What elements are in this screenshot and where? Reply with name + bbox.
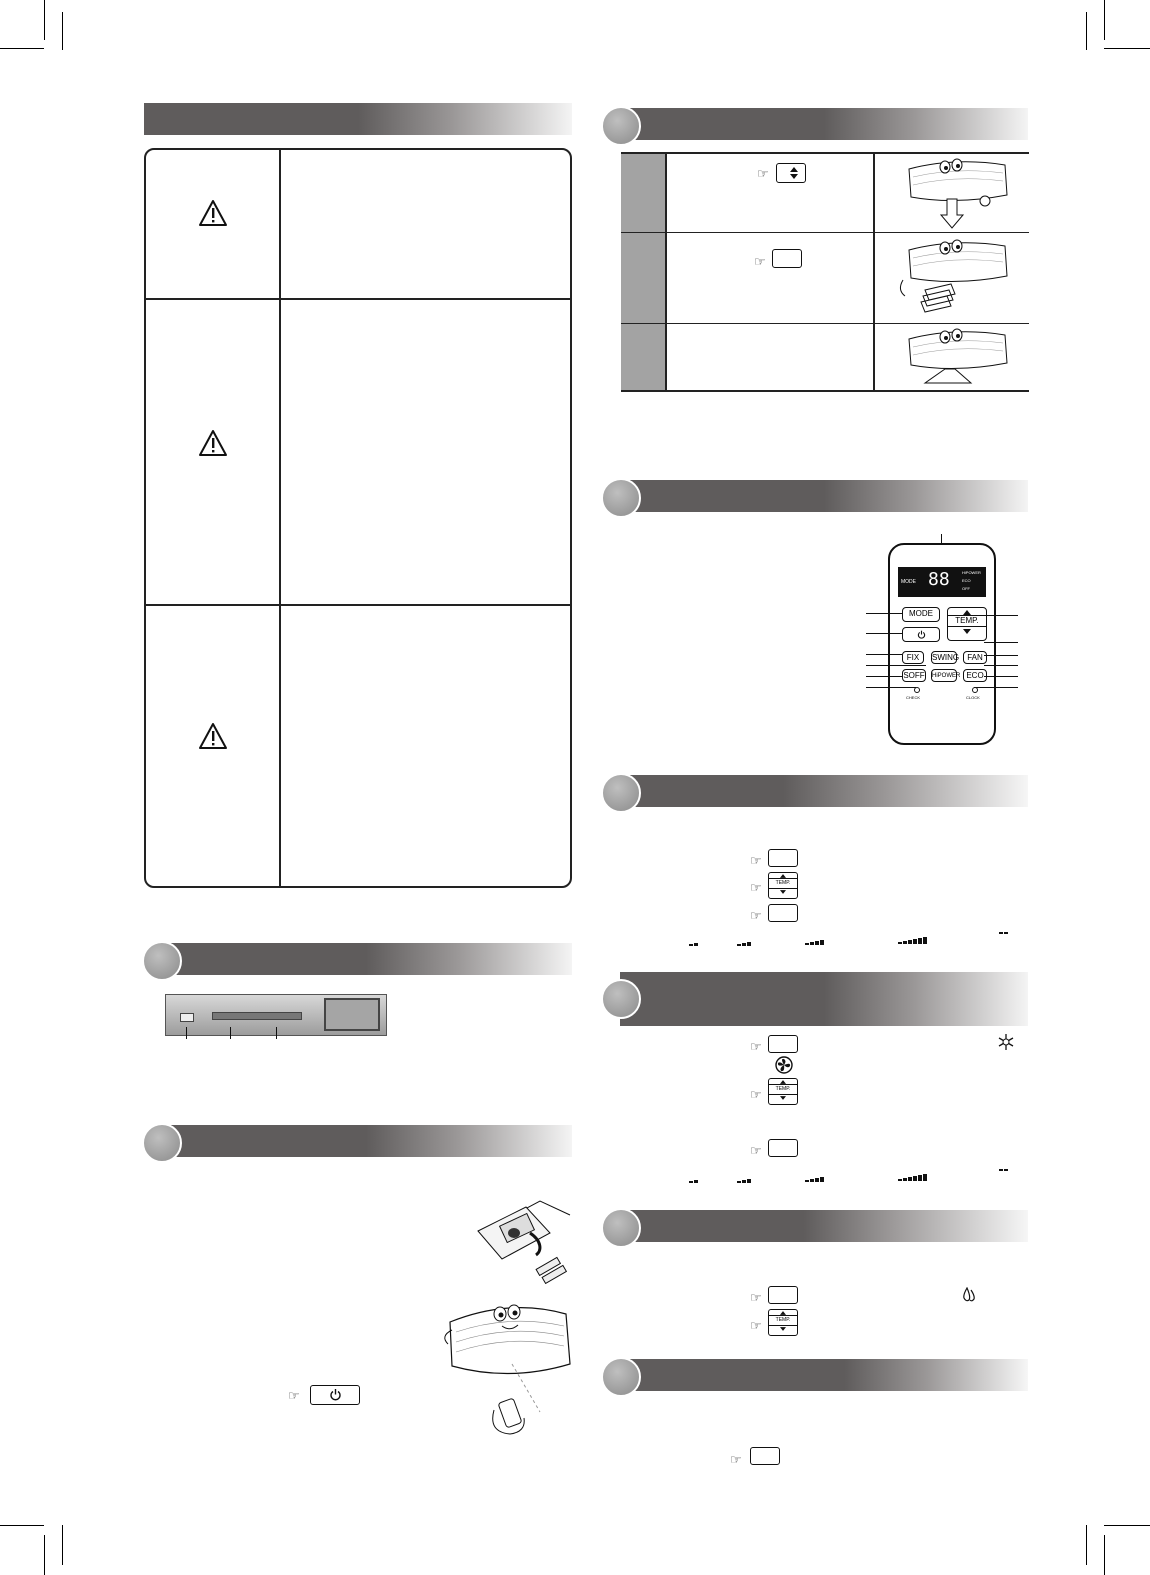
callout-line xyxy=(984,676,1018,677)
lcd-mode-text: MODE xyxy=(901,579,916,585)
crop-mark xyxy=(1104,48,1150,49)
snowflake-icon xyxy=(998,1034,1014,1050)
callout-line xyxy=(866,676,902,677)
callout-line xyxy=(186,1027,187,1039)
temp-button[interactable] xyxy=(768,872,798,899)
crop-mark xyxy=(1104,1525,1150,1526)
crop-mark xyxy=(1086,1525,1087,1565)
section-header-bar xyxy=(144,103,572,135)
section-header-bar xyxy=(620,1210,1028,1242)
warning-table xyxy=(144,148,572,888)
fan-button[interactable] xyxy=(768,904,798,922)
table-divider xyxy=(873,152,875,392)
callout-line xyxy=(984,655,1018,656)
crop-mark xyxy=(0,48,44,49)
callout-line xyxy=(974,687,1018,688)
temp-button[interactable] xyxy=(947,607,987,641)
up-arrow-icon xyxy=(780,1080,786,1084)
soff-button[interactable] xyxy=(750,1447,780,1465)
down-arrow-icon xyxy=(963,629,971,634)
check-label: CHECK xyxy=(906,695,921,700)
pointing-hand-icon: ☞ xyxy=(730,1452,742,1467)
mode-button[interactable] xyxy=(768,1035,798,1053)
pointing-hand-icon: ☞ xyxy=(754,254,766,269)
airflow-auto-illustration xyxy=(895,327,1025,387)
table-divider xyxy=(621,232,1029,233)
hipower-button[interactable] xyxy=(931,669,961,682)
fan-speed-indicator xyxy=(999,1153,1009,1157)
receiver-strip xyxy=(212,1012,302,1020)
section-number-circle xyxy=(601,106,641,146)
pointing-hand-icon: ☞ xyxy=(750,908,762,923)
callout-line xyxy=(984,642,1018,643)
callout-line xyxy=(866,613,902,614)
fan-button[interactable] xyxy=(963,651,987,664)
section-header-bar xyxy=(620,775,1028,807)
fan-speed-indicator xyxy=(689,928,699,932)
fan-button-label: FAN xyxy=(967,653,983,662)
fan-speed-indicator xyxy=(737,928,752,932)
swing-button-label: SWING xyxy=(932,653,960,662)
callout-line xyxy=(984,615,1018,616)
soff-button-label: SOFF xyxy=(903,671,925,680)
table-divider xyxy=(621,152,1029,154)
pointing-hand-icon: ☞ xyxy=(757,166,769,181)
droplet-icon xyxy=(962,1287,976,1303)
mode-button[interactable] xyxy=(902,607,940,622)
mode-button[interactable] xyxy=(768,1286,798,1304)
section-number-circle xyxy=(601,773,641,813)
warning-triangle-icon xyxy=(198,199,228,227)
section-number-circle xyxy=(601,1208,641,1248)
crop-mark xyxy=(44,1535,45,1575)
section-header-bar xyxy=(620,1359,1028,1391)
lcd-digits: 88 xyxy=(928,569,950,590)
power-icon xyxy=(917,630,926,639)
indicator-lamp xyxy=(180,1013,194,1022)
pointing-hand-icon: ☞ xyxy=(750,1087,762,1102)
temp-button[interactable] xyxy=(768,1078,798,1105)
fan-button[interactable] xyxy=(768,1139,798,1157)
battery-insertion-illustration xyxy=(470,1193,572,1285)
callout-line xyxy=(866,687,916,688)
pointing-hand-icon: ☞ xyxy=(288,1388,300,1403)
callout-line xyxy=(866,654,902,655)
warning-triangle-icon xyxy=(198,722,228,750)
temp-button-label: TEMP. xyxy=(769,1084,797,1095)
airflow-swing-illustration xyxy=(895,236,1025,320)
section-header-bar xyxy=(620,480,1028,512)
callout-line xyxy=(866,665,926,666)
down-arrow-icon xyxy=(780,1096,786,1100)
section-number-circle xyxy=(142,941,182,981)
lcd-off: OFF xyxy=(962,586,970,591)
up-arrow-icon xyxy=(780,1311,786,1315)
power-button[interactable] xyxy=(310,1385,360,1405)
section-number-circle xyxy=(142,1123,182,1163)
eco-button-label: ECO xyxy=(966,671,984,680)
fan-speed-indicator xyxy=(805,927,825,931)
display-window xyxy=(324,998,380,1031)
temp-button-label: TEMP. xyxy=(948,615,986,627)
temp-button[interactable] xyxy=(768,1309,798,1336)
fan-speed-indicator xyxy=(805,1164,825,1168)
fix-button[interactable] xyxy=(776,163,806,183)
crop-mark xyxy=(1104,0,1105,40)
section-number-circle xyxy=(601,1357,641,1397)
table-divider xyxy=(146,604,570,606)
pointing-hand-icon: ☞ xyxy=(750,880,762,895)
fan-speed-indicator xyxy=(689,1165,699,1169)
pointing-hand-icon: ☞ xyxy=(750,1290,762,1305)
airflow-table-side xyxy=(621,153,665,390)
power-icon xyxy=(329,1388,342,1401)
fan-speed-indicator xyxy=(898,1163,928,1167)
pointing-hand-icon: ☞ xyxy=(750,1039,762,1054)
callout-line xyxy=(866,633,902,634)
fan-speed-indicator xyxy=(737,1165,752,1169)
airflow-fixed-illustration xyxy=(895,157,1025,230)
remote-control xyxy=(888,543,996,745)
fan-speed-indicator xyxy=(898,926,928,930)
table-divider xyxy=(279,150,281,886)
up-arrow-icon xyxy=(963,610,971,615)
hipower-button-label: HiPOWER xyxy=(932,673,961,679)
down-arrow-icon xyxy=(780,1327,786,1331)
fix-button-label: FIX xyxy=(906,653,920,662)
crop-mark xyxy=(62,1525,63,1565)
callout-line xyxy=(984,665,1018,666)
section-number-circle xyxy=(601,979,641,1019)
section-header-bar xyxy=(160,1125,572,1157)
down-arrow-icon xyxy=(780,890,786,894)
up-arrow-icon xyxy=(780,874,786,878)
mode-button[interactable] xyxy=(768,849,798,867)
crop-mark xyxy=(0,1525,44,1526)
pointing-hand-icon: ☞ xyxy=(750,1143,762,1158)
temp-button-label: TEMP. xyxy=(769,1315,797,1326)
clock-label: CLOCK xyxy=(966,695,980,700)
fan-icon xyxy=(775,1056,793,1074)
table-divider xyxy=(665,152,667,392)
remote-lcd xyxy=(898,567,986,597)
crop-mark xyxy=(1104,1535,1105,1575)
table-divider xyxy=(621,390,1029,392)
section-header-bar xyxy=(620,972,1028,1026)
pointing-hand-icon: ☞ xyxy=(750,853,762,868)
crop-mark xyxy=(62,12,63,50)
crop-mark xyxy=(1086,12,1087,50)
pointing-hand-icon: ☞ xyxy=(750,1318,762,1333)
table-divider xyxy=(146,298,570,300)
section-number-circle xyxy=(601,478,641,518)
section-header-bar xyxy=(620,108,1028,140)
callout-line xyxy=(276,1027,277,1039)
soff-button[interactable] xyxy=(902,669,926,682)
up-down-arrows-icon xyxy=(790,167,798,179)
temp-button-label: TEMP. xyxy=(769,878,797,889)
fan-speed-indicator xyxy=(999,916,1009,920)
section-header-bar xyxy=(160,943,572,975)
lcd-hipower: HiPOWER xyxy=(962,570,981,575)
power-button[interactable] xyxy=(902,627,940,642)
crop-mark xyxy=(44,0,45,40)
warning-triangle-icon xyxy=(198,429,228,457)
lcd-eco: ECO xyxy=(962,578,971,583)
table-divider xyxy=(621,323,1029,324)
remote-aim-illustration xyxy=(440,1292,574,1437)
swing-button[interactable] xyxy=(931,651,960,664)
swing-button[interactable] xyxy=(772,249,802,268)
fix-button[interactable] xyxy=(902,651,924,664)
callout-line xyxy=(230,1027,231,1039)
mode-button-label: MODE xyxy=(909,609,933,618)
